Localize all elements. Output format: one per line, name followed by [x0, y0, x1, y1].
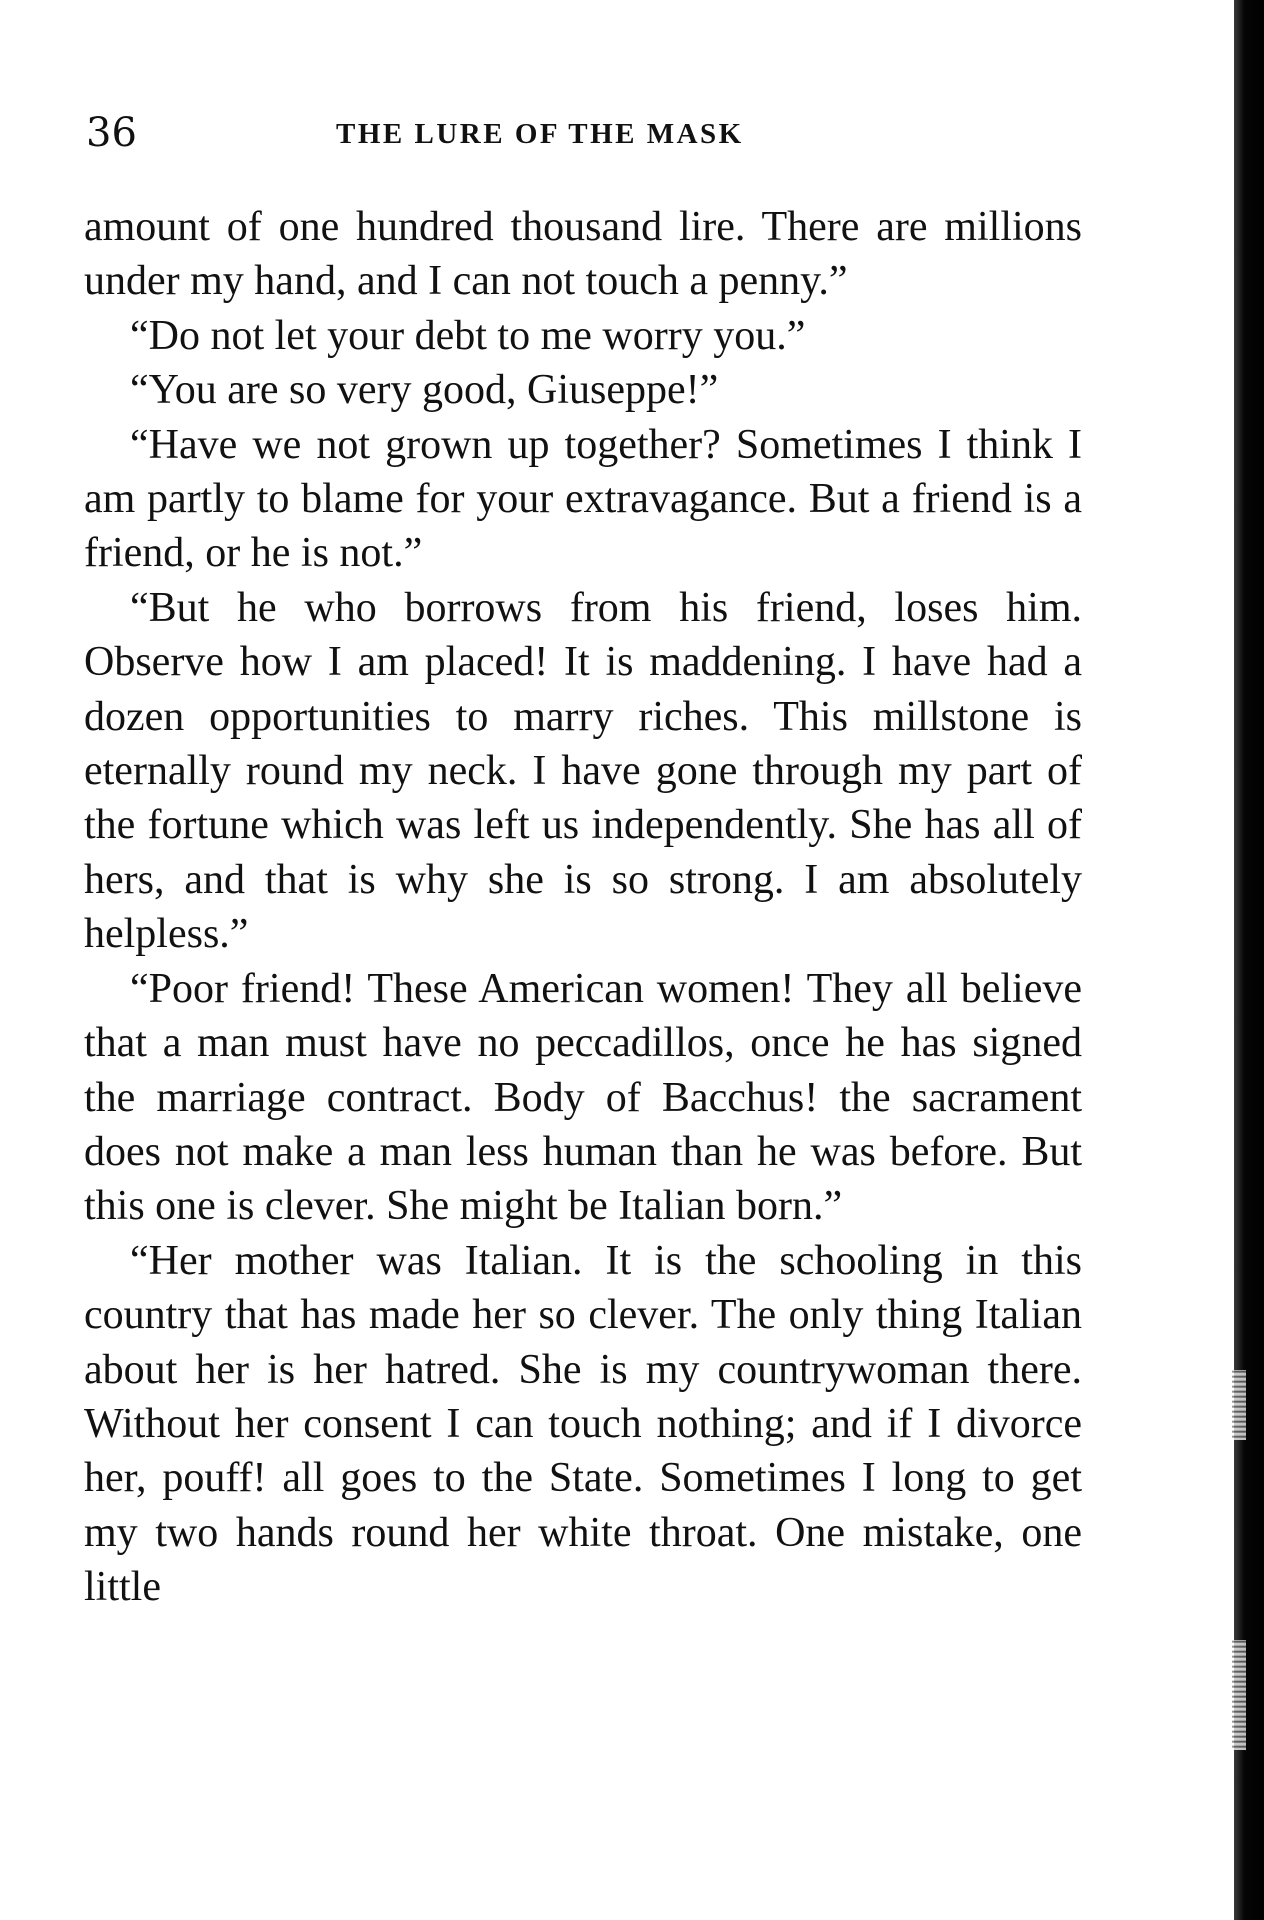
- body-text: [84, 200, 1082, 1615]
- paragraph: “You are so very good, Giuseppe!”: [130, 367, 719, 414]
- paragraph: “Have we not grown up together? Sometimes I think I am partly to blame for your extravagance. But a friend is a friend, or he is not.”: [84, 421, 1082, 577]
- page-edge-speckle: [1232, 1640, 1246, 1750]
- running-title: THE LURE OF THE MASK: [336, 118, 744, 150]
- paragraph: “Poor friend! These American women! They all believe that a man must have no peccadillos, once he has signed the marriage contract. Body of Bacchus! the sacrament does not make a man less human than he was before. But this one is clever. She might be Italian born.”: [84, 965, 1082, 1230]
- paragraph: “But he who borrows from his friend, loses him. Observe how I am placed! It is maddening. I have had a dozen opportunities to marry riches. This millstone is eternally round my neck. I have gone through my part of the fortune which was left us independently. She has all of hers, and that is why she is so strong. I am absolutely helpless.”: [84, 584, 1082, 958]
- page-header: [86, 108, 1076, 158]
- paragraph-continued: amount of one hundred thousand lire. There are millions under my hand, and I can not touch a penny.”: [84, 204, 1082, 305]
- paragraph: “Do not let your debt to me worry you.”: [130, 312, 806, 359]
- page-number: 36: [86, 110, 137, 156]
- paragraph: “Her mother was Italian. It is the schooling in this country that has made her so clever. The only thing Italian about her is her hatred. She is my countrywoman there. Without her consent I can touch nothing; and if I divorce her, pouff! all goes to the State. Sometimes I long to get my two hands round her white throat. One mistake, one little: [84, 1237, 1082, 1611]
- page-edge-speckle: [1232, 1370, 1246, 1440]
- page-edge-shadow: [1234, 0, 1264, 1920]
